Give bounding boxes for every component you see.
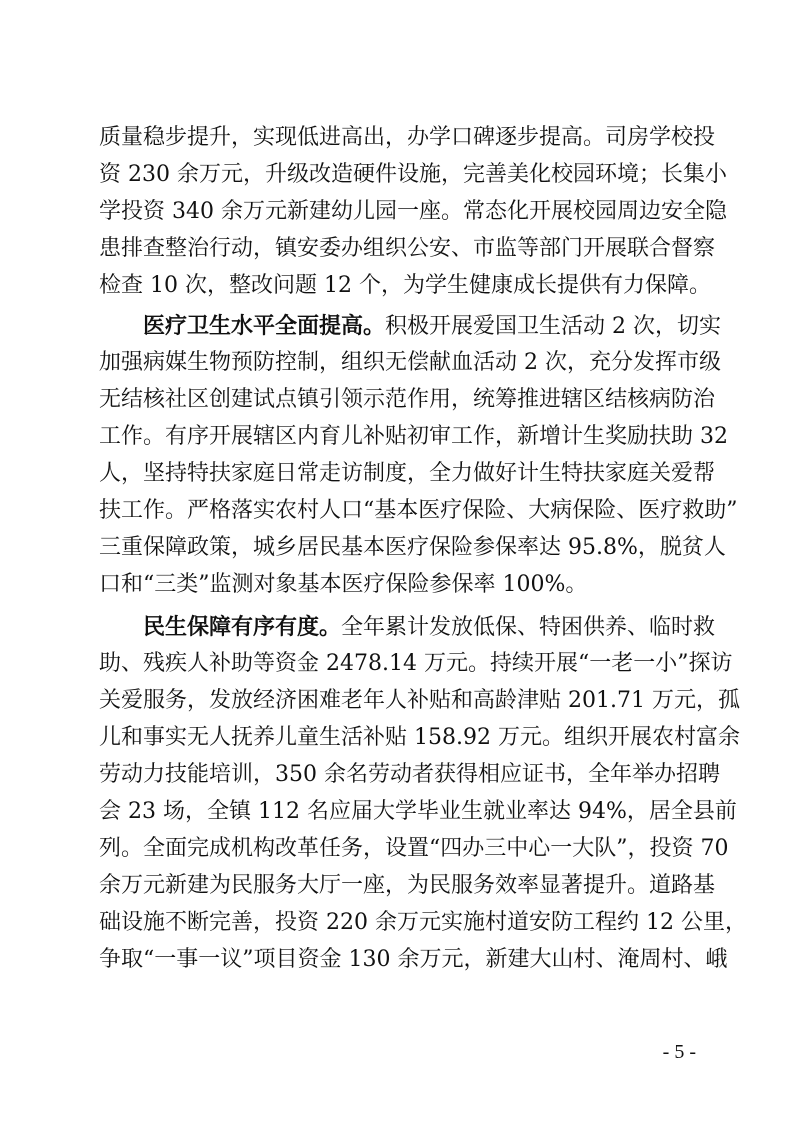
body-text-line: 列。全面完成机构改革任务，设置“四办三中心一大队”，投资 70 (99, 836, 729, 861)
body-text-line: 础设施不断完善，投资 220 余万元实施村道安防工程约 12 公里， (99, 910, 747, 935)
page-number: - 5 - (662, 1041, 696, 1063)
body-text-line: 助、残疾人补助等资金 2478.14 万元。持续开展“一老一小”探访 (99, 651, 733, 676)
body-text-line: 工作。有序开展辖区内育儿补贴初审工作，新增计生奖励扶助 32 (99, 424, 728, 449)
body-text-line: 学投资 340 余万元新建幼儿园一座。常态化开展校园周边安全隐 (99, 199, 727, 224)
body-text-line: 无结核社区创建试点镇引领示范作用，统筹推进辖区结核病防治 (99, 387, 716, 412)
section-heading: 民生保障有序有度。 (143, 614, 342, 640)
section-heading: 医疗卫生水平全面提高。 (143, 313, 386, 339)
body-text-line: 劳动力技能培训，350 余名劳动者获得相应证书，全年举办招聘 (99, 762, 720, 787)
body-text-line: 扶工作。严格落实农村人口“基本医疗保险、大病保险、医疗救助” (99, 498, 738, 523)
body-text-line: 争取“一事一议”项目资金 130 余万元，新建大山村、淹周村、峨 (99, 947, 728, 972)
body-text-line: 余万元新建为民服务大厅一座，为民服务效率显著提升。道路基 (99, 873, 716, 898)
section-heading-line: 医疗卫生水平全面提高。积极开展爱国卫生活动 2 次，切实 (143, 313, 722, 339)
section-heading-line: 民生保障有序有度。全年累计发放低保、特困供养、临时救 (143, 614, 716, 640)
body-text-line: 加强病媒生物预防控制，组织无偿献血活动 2 次，充分发挥市级 (99, 350, 721, 375)
body-text-line: 儿和事实无人抚养儿童生活补贴 158.92 万元。组织开展农村富余 (99, 725, 740, 750)
body-text-line: 资 230 余万元，升级改造硬件设施，完善美化校园环境；长集小 (99, 162, 727, 187)
body-text-line: 口和“三类”监测对象基本医疗保险参保率 100%。 (99, 572, 588, 597)
body-text-line: 检查 10 次，整改问题 12 个，为学生健康成长提供有力保障。 (99, 273, 711, 298)
body-text-line: 人，坚持特扶家庭日常走访制度，全力做好计生特扶家庭关爱帮 (99, 461, 716, 486)
body-text-line: 会 23 场，全镇 112 名应届大学毕业生就业率达 94%，居全县前 (99, 799, 737, 824)
body-text-line: 质量稳步提升，实现低进高出，办学口碑逐步提高。司房学校投 (99, 125, 716, 150)
body-text-line: 三重保障政策，城乡居民基本医疗保险参保率达 95.8%，脱贫人 (99, 535, 726, 560)
body-text-line: 患排查整治行动，镇安委办组织公安、市监等部门开展联合督察 (99, 236, 716, 261)
body-text-line: 关爱服务，发放经济困难老年人补贴和高龄津贴 201.71 万元，孤 (99, 688, 740, 713)
